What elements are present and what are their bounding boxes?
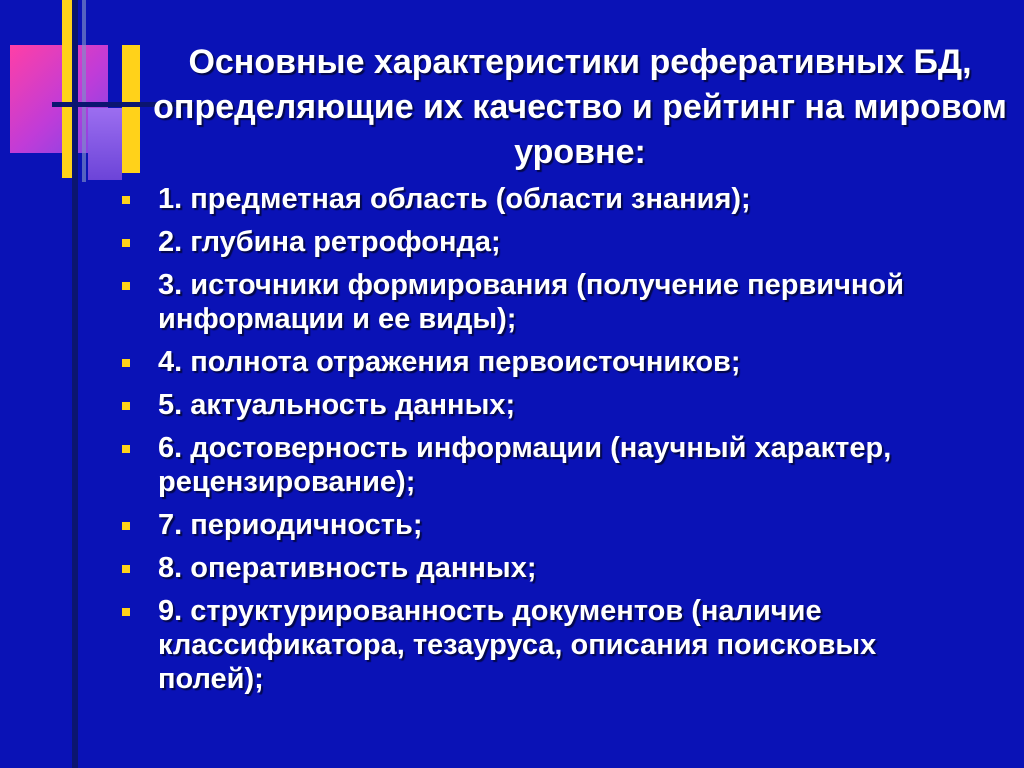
square-bullet-icon [122, 402, 130, 410]
list-item-text: 9. структурированность документов (наличие классификатора, тезауруса, описания поисковых полей); [158, 595, 877, 695]
square-bullet-icon [122, 608, 130, 616]
list-item [122, 388, 982, 422]
list-item-text: 7. периодичность; [158, 509, 423, 541]
decorative-violet-block [88, 108, 122, 180]
list-item [122, 508, 982, 542]
list-item [122, 551, 982, 585]
decorative-vertical-line [72, 0, 78, 768]
list-item-text: 3. источники формирования (получение первичной информации и ее виды); [158, 269, 904, 335]
slide-title: Основные характеристики реферативных БД, определяющие их качество и рейтинг на мировом уровне: [153, 43, 1007, 171]
square-bullet-icon [122, 282, 130, 290]
square-bullet-icon [122, 445, 130, 453]
square-bullet-icon [122, 359, 130, 367]
list-item [122, 345, 982, 379]
list-item [122, 594, 982, 696]
list-item-text: 1. предметная область (области знания); [158, 183, 751, 215]
square-bullet-icon [122, 239, 130, 247]
list-item-text: 4. полнота отражения первоисточников; [158, 346, 741, 378]
list-item [122, 431, 982, 499]
square-bullet-icon [122, 196, 130, 204]
decorative-yellow-bar-right [122, 45, 140, 173]
list-item-text: 2. глубина ретрофонда; [158, 226, 501, 258]
square-bullet-icon [122, 565, 130, 573]
decorative-thin-vertical-line [82, 0, 86, 182]
list-item [122, 225, 982, 259]
list-item [122, 182, 982, 216]
square-bullet-icon [122, 522, 130, 530]
list-item-text: 5. актуальность данных; [158, 389, 516, 421]
list-item-text: 8. оперативность данных; [158, 552, 537, 584]
list-item [122, 268, 982, 336]
characteristics-list [122, 182, 982, 705]
list-item-text: 6. достоверность информации (научный характер, рецензирование); [158, 432, 892, 498]
